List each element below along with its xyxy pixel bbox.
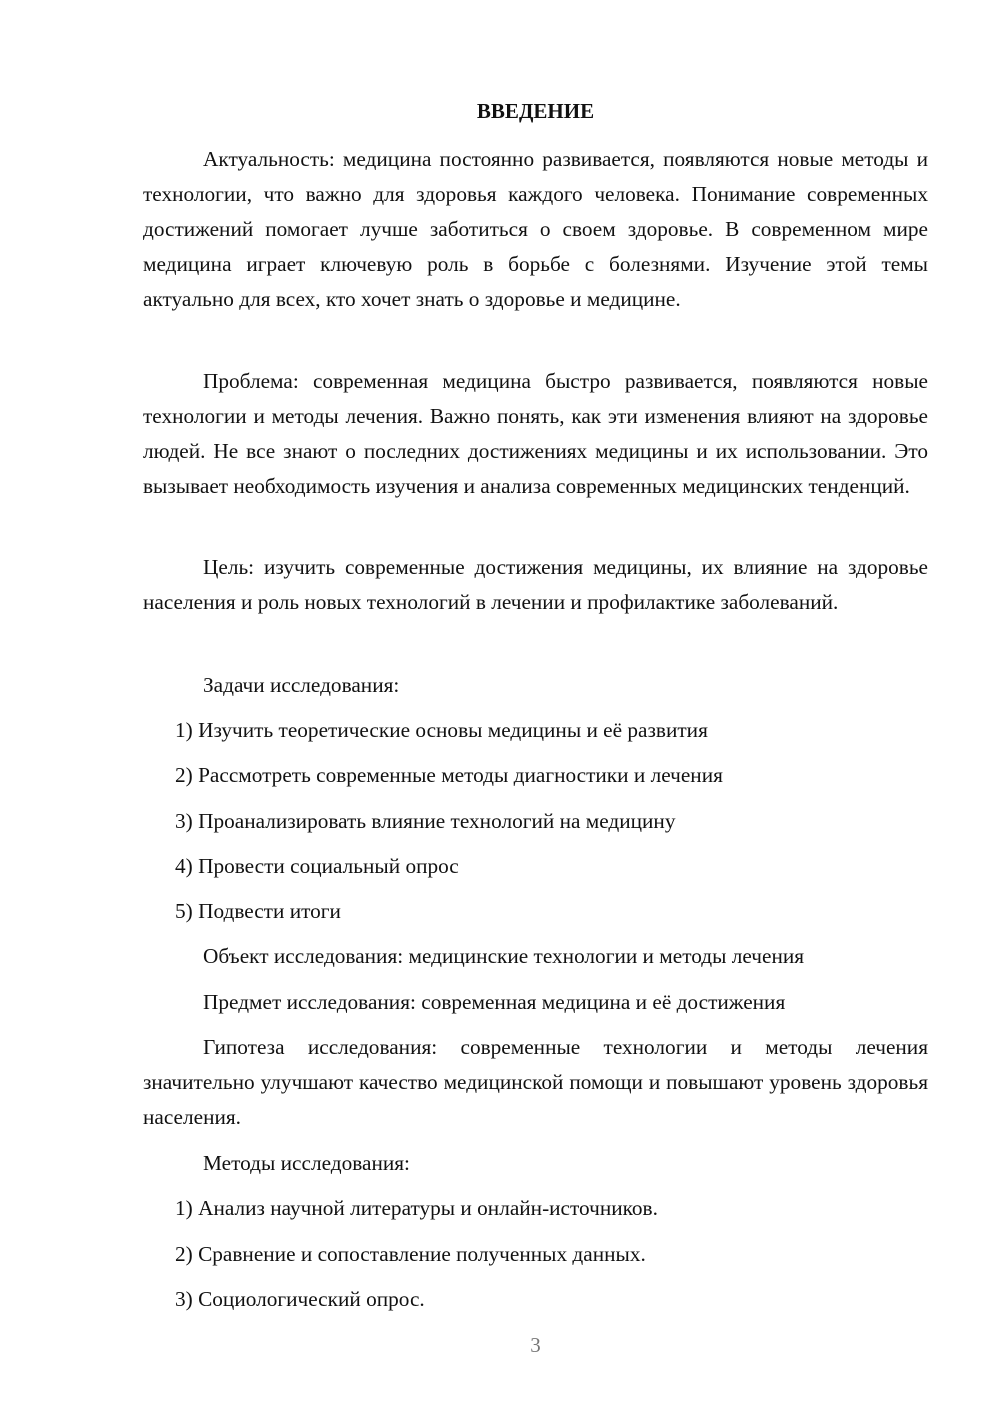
method-item: 2) Сравнение и сопоставление полученных данных. [175,1242,646,1266]
task-item: 5) Подвести итоги [175,899,341,923]
section-title: ВВЕДЕНИЕ [476,99,595,123]
hypothesis-paragraph: Гипотеза исследования: современные технологии и методы лечения значительно улучшают качество медицинской помощи и повышают уровень здоровья населения. [143,1035,928,1129]
relevance-paragraph: Актуальность: медицина постоянно развивается, появляются новые методы и технологии, что важно для здоровья каждого человека. Понимание современных достижений помогает лучше заботиться о своем здоровье. В современном мире медицина играет ключевую роль в борьбе с болезнями. Изучение этой темы актуально для всех, кто хочет знать о здоровье и медицине. [143,147,928,311]
method-item: 3) Социологический опрос. [175,1287,425,1311]
task-item: 2) Рассмотреть современные методы диагностики и лечения [175,763,723,787]
task-item: 4) Провести социальный опрос [175,854,459,878]
goal-paragraph: Цель: изучить современные достижения медицины, их влияние на здоровье населения и роль новых технологий в лечении и профилактике заболеваний. [143,555,928,614]
method-item: 1) Анализ научной литературы и онлайн-источников. [175,1196,658,1220]
task-item: 1) Изучить теоретические основы медицины и её развития [175,718,708,742]
subject-line: Предмет исследования: современная медицина и её достижения [203,990,786,1014]
page-number: 3 [530,1333,541,1357]
problem-paragraph: Проблема: современная медицина быстро развивается, появляются новые технологии и методы лечения. Важно понять, как эти изменения влияют на здоровье людей. Не все знают о последних достижениях медицины и их использовании. Это вызывает необходимость изучения и анализа современных медицинских тенденций. [143,369,928,498]
methods-heading: Методы исследования: [203,1151,410,1175]
object-line: Объект исследования: медицинские технологии и методы лечения [203,944,805,968]
tasks-heading: Задачи исследования: [203,673,400,697]
task-item: 3) Проанализировать влияние технологий на медицину [175,809,676,833]
